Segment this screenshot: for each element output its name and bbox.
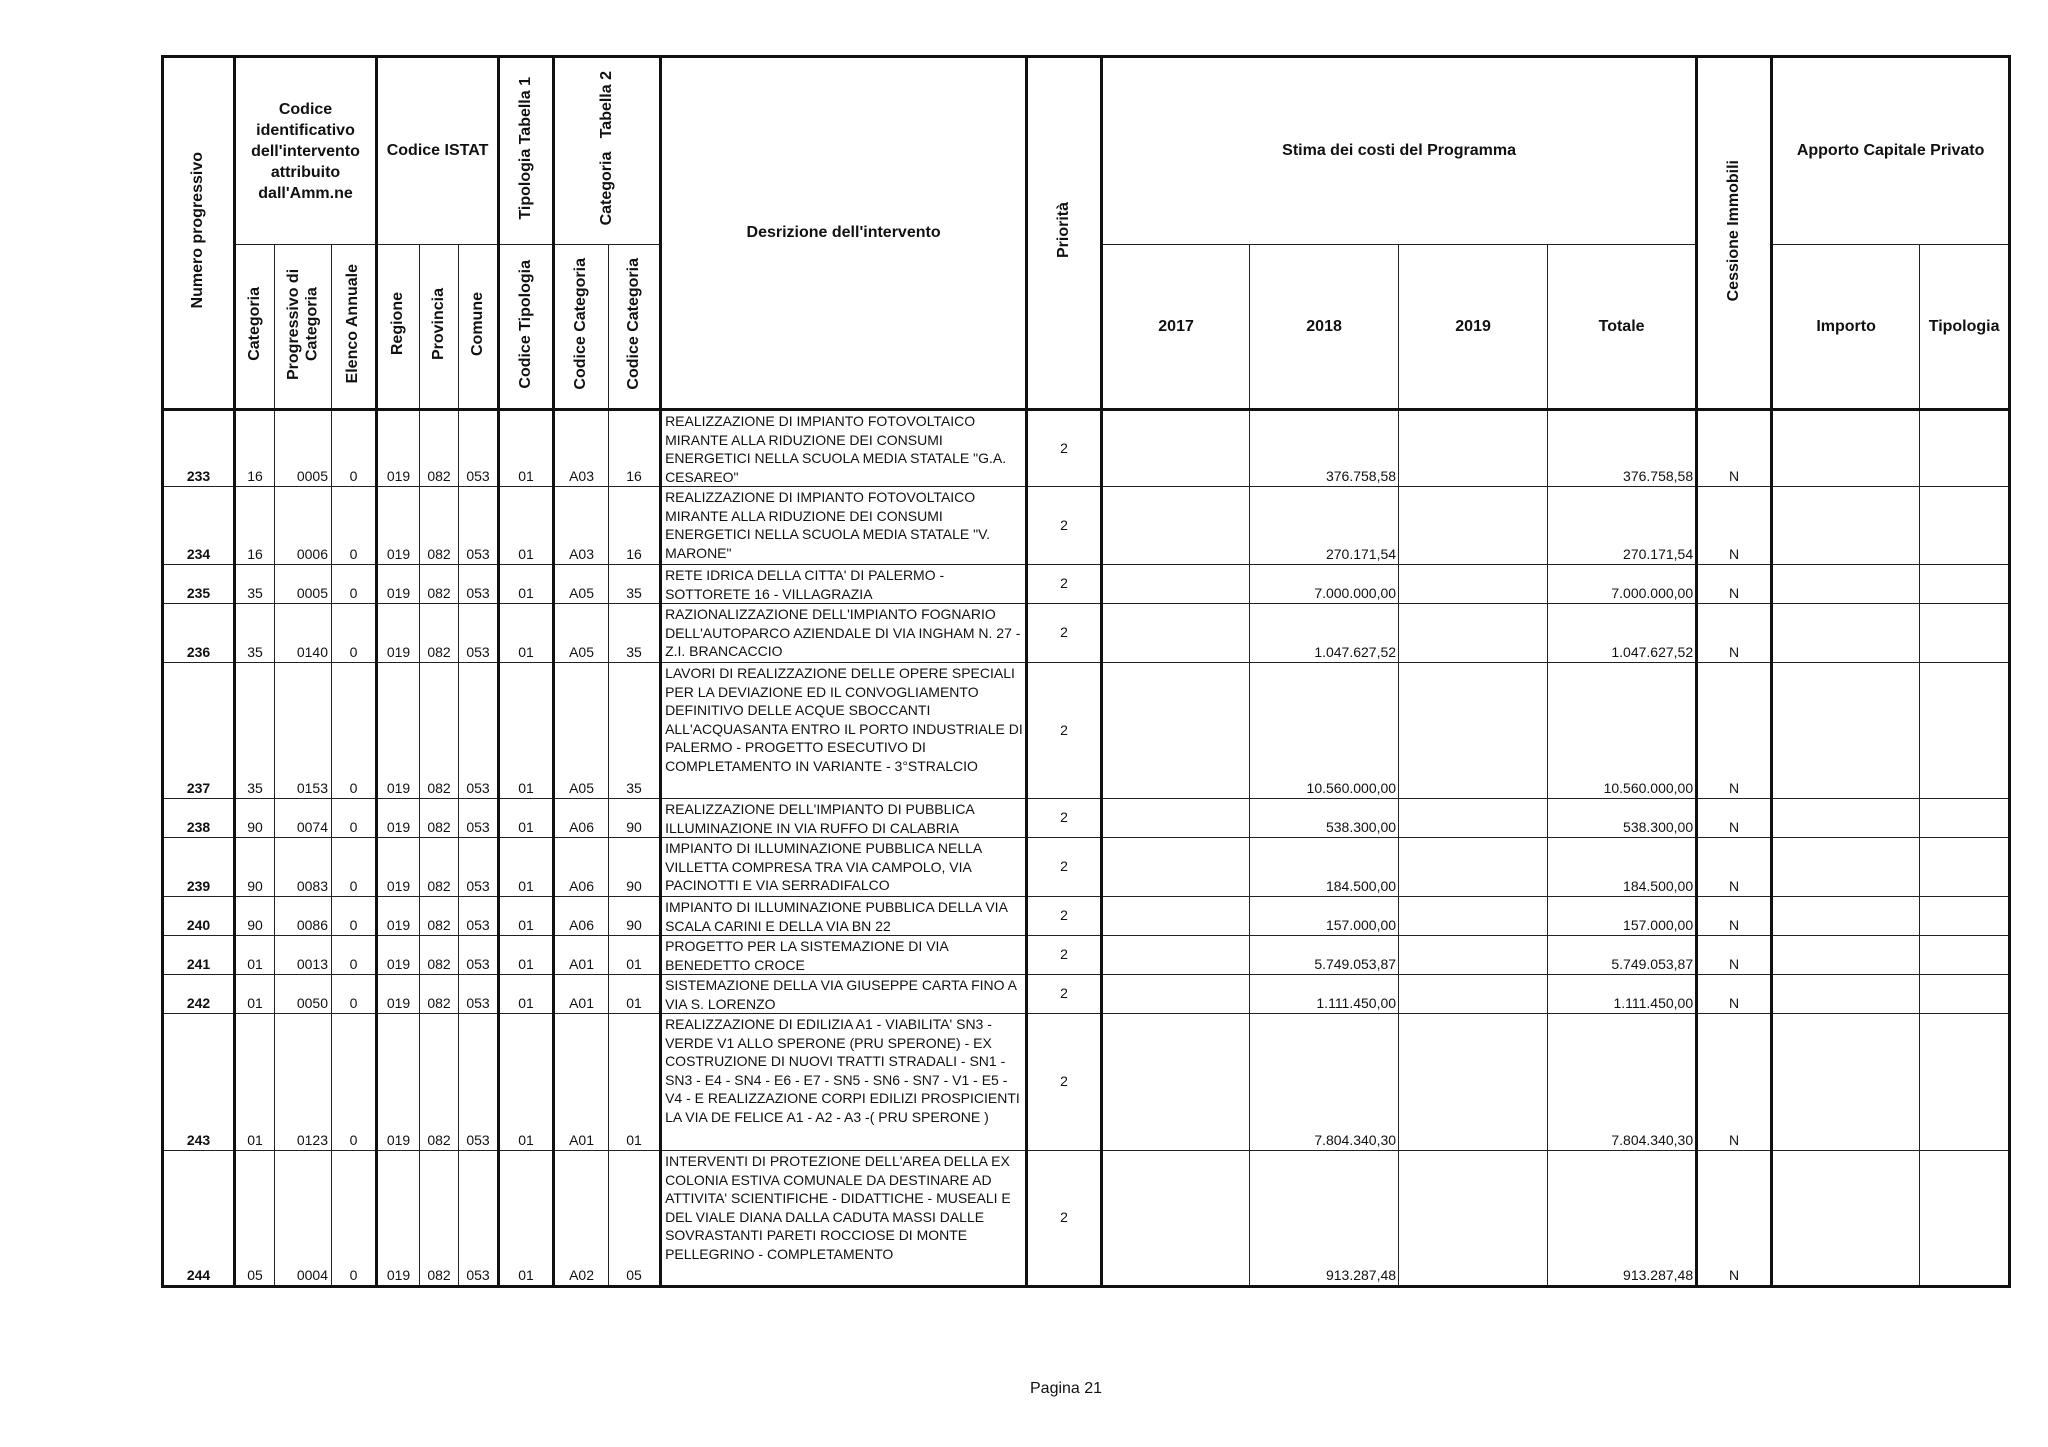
cell-numero: 236 bbox=[163, 604, 235, 663]
cell-codice-tipologia: 01 bbox=[499, 604, 554, 663]
table-row bbox=[163, 897, 2010, 936]
cell-codice-categoria-1: A03 bbox=[554, 410, 609, 487]
header-cessione-immobili-label: Cessione Immobili bbox=[1724, 159, 1742, 302]
table-row bbox=[163, 838, 2010, 897]
cell-tipologia bbox=[1920, 897, 2010, 936]
cell-progressivo: 0123 bbox=[275, 1014, 332, 1151]
cell-tipologia bbox=[1920, 565, 2010, 604]
cell-importo bbox=[1772, 799, 1920, 838]
header-cessione-immobili bbox=[1697, 57, 1772, 410]
cell-priorita: 2 bbox=[1027, 487, 1102, 565]
cell-cost-totale: 376.758,58 bbox=[1548, 410, 1697, 487]
cell-codice-categoria-2: 01 bbox=[609, 1014, 661, 1151]
cell-provincia: 082 bbox=[420, 799, 459, 838]
header-priorita bbox=[1027, 57, 1102, 410]
cell-priorita: 2 bbox=[1027, 565, 1102, 604]
cell-comune: 053 bbox=[459, 487, 499, 565]
cell-codice-categoria-2: 01 bbox=[609, 936, 661, 975]
cell-regione: 019 bbox=[377, 1151, 420, 1287]
cell-cost-2017 bbox=[1102, 565, 1250, 604]
cell-tipologia bbox=[1920, 410, 2010, 487]
cell-codice-tipologia: 01 bbox=[499, 1151, 554, 1287]
cell-codice-tipologia: 01 bbox=[499, 1014, 554, 1151]
cell-cost-2019 bbox=[1399, 975, 1548, 1014]
cell-cost-2018: 184.500,00 bbox=[1250, 838, 1399, 897]
cell-codice-tipologia: 01 bbox=[499, 799, 554, 838]
cell-elenco-annuale: 0 bbox=[332, 799, 377, 838]
cell-cost-totale: 7.804.340,30 bbox=[1548, 1014, 1697, 1151]
cell-cost-2018: 7.000.000,00 bbox=[1250, 565, 1399, 604]
cell-descrizione: IMPIANTO DI ILLUMINAZIONE PUBBLICA NELLA VILLETTA COMPRESA TRA VIA CAMPOLO, VIA PACINOTTI E VIA SERRADIFALCO bbox=[661, 838, 1027, 897]
cell-categoria: 16 bbox=[235, 487, 275, 565]
cell-categoria: 16 bbox=[235, 410, 275, 487]
cell-descrizione: RETE IDRICA DELLA CITTA' DI PALERMO - SOTTORETE 16 - VILLAGRAZIA bbox=[661, 565, 1027, 604]
cell-tipologia bbox=[1920, 1014, 2010, 1151]
cell-numero: 238 bbox=[163, 799, 235, 838]
cell-cessione-immobili: N bbox=[1697, 975, 1772, 1014]
cell-cost-2019 bbox=[1399, 936, 1548, 975]
cell-cost-2017 bbox=[1102, 487, 1250, 565]
cell-codice-categoria-2: 35 bbox=[609, 604, 661, 663]
page-number: Pagina 21 bbox=[1030, 1380, 1103, 1397]
header-comune bbox=[459, 245, 499, 410]
cell-codice-categoria-2: 90 bbox=[609, 897, 661, 936]
header-codice-istat: Codice ISTAT bbox=[377, 57, 499, 245]
cell-cost-2017 bbox=[1102, 410, 1250, 487]
cell-elenco-annuale: 0 bbox=[332, 663, 377, 799]
cell-cost-totale: 913.287,48 bbox=[1548, 1151, 1697, 1287]
header-provincia bbox=[420, 245, 459, 410]
cell-cessione-immobili: N bbox=[1697, 1014, 1772, 1151]
cell-importo bbox=[1772, 663, 1920, 799]
cell-progressivo: 0013 bbox=[275, 936, 332, 975]
header-year-2018: 2018 bbox=[1250, 245, 1399, 410]
cell-progressivo: 0005 bbox=[275, 565, 332, 604]
cell-numero: 239 bbox=[163, 838, 235, 897]
cell-cost-2018: 376.758,58 bbox=[1250, 410, 1399, 487]
cell-regione: 019 bbox=[377, 975, 420, 1014]
header-categoria-tabella2 bbox=[554, 57, 661, 245]
cell-cost-totale: 1.047.627,52 bbox=[1548, 604, 1697, 663]
header-progressivo-categoria-label: Progressivo di Categoria bbox=[284, 268, 320, 380]
cell-cessione-immobili: N bbox=[1697, 838, 1772, 897]
cell-cost-totale: 5.749.053,87 bbox=[1548, 936, 1697, 975]
cell-elenco-annuale: 0 bbox=[332, 838, 377, 897]
cell-cessione-immobili: N bbox=[1697, 799, 1772, 838]
cell-importo bbox=[1772, 1151, 1920, 1287]
cell-numero: 242 bbox=[163, 975, 235, 1014]
cell-progressivo: 0005 bbox=[275, 410, 332, 487]
cell-priorita: 2 bbox=[1027, 1151, 1102, 1287]
cell-numero: 240 bbox=[163, 897, 235, 936]
cell-cost-2019 bbox=[1399, 1151, 1548, 1287]
cell-comune: 053 bbox=[459, 565, 499, 604]
cell-tipologia bbox=[1920, 604, 2010, 663]
cell-priorita: 2 bbox=[1027, 936, 1102, 975]
cell-regione: 019 bbox=[377, 936, 420, 975]
cell-numero: 234 bbox=[163, 487, 235, 565]
cell-codice-tipologia: 01 bbox=[499, 663, 554, 799]
cell-categoria: 35 bbox=[235, 663, 275, 799]
cell-tipologia bbox=[1920, 975, 2010, 1014]
cell-cost-2019 bbox=[1399, 410, 1548, 487]
cell-tipologia bbox=[1920, 487, 2010, 565]
cell-codice-tipologia: 01 bbox=[499, 487, 554, 565]
cell-priorita: 2 bbox=[1027, 838, 1102, 897]
cell-elenco-annuale: 0 bbox=[332, 897, 377, 936]
header-stima-costi: Stima dei costi del Programma bbox=[1102, 57, 1697, 245]
cell-numero: 233 bbox=[163, 410, 235, 487]
cell-codice-categoria-1: A06 bbox=[554, 897, 609, 936]
cell-priorita: 2 bbox=[1027, 975, 1102, 1014]
cell-cost-2018: 270.171,54 bbox=[1250, 487, 1399, 565]
cell-codice-tipologia: 01 bbox=[499, 975, 554, 1014]
cell-cost-totale: 157.000,00 bbox=[1548, 897, 1697, 936]
table-row bbox=[163, 1151, 2010, 1287]
cell-provincia: 082 bbox=[420, 936, 459, 975]
header-codice-categoria-2-label: Codice Categoria bbox=[624, 258, 642, 390]
header-numero-progressivo bbox=[163, 57, 235, 410]
cell-codice-tipologia: 01 bbox=[499, 897, 554, 936]
cell-cost-totale: 270.171,54 bbox=[1548, 487, 1697, 565]
cell-importo bbox=[1772, 936, 1920, 975]
cell-importo bbox=[1772, 838, 1920, 897]
cell-descrizione: INTERVENTI DI PROTEZIONE DELL'AREA DELLA EX COLONIA ESTIVA COMUNALE DA DESTINARE AD ATTIVITA' SCIENTIFICHE - DIDATTICHE - MUSEALI E DEL VIALE DIANA DALLA CADUTA MASSI DALLE SOVRASTANTI PARETI ROCCIOSE DI MONTE PELLEGRINO - COMPLETAMENTO bbox=[661, 1151, 1027, 1287]
cell-cost-totale: 1.111.450,00 bbox=[1548, 975, 1697, 1014]
cell-importo bbox=[1772, 604, 1920, 663]
cell-regione: 019 bbox=[377, 1014, 420, 1151]
table-row bbox=[163, 1014, 2010, 1151]
header-elenco-annuale bbox=[332, 245, 377, 410]
cell-categoria: 01 bbox=[235, 936, 275, 975]
header-comune-label: Comune bbox=[468, 292, 486, 356]
cell-codice-categoria-2: 01 bbox=[609, 975, 661, 1014]
cell-regione: 019 bbox=[377, 565, 420, 604]
cell-elenco-annuale: 0 bbox=[332, 604, 377, 663]
cell-cost-2017 bbox=[1102, 663, 1250, 799]
cell-provincia: 082 bbox=[420, 487, 459, 565]
cell-importo bbox=[1772, 897, 1920, 936]
cell-provincia: 082 bbox=[420, 410, 459, 487]
cell-regione: 019 bbox=[377, 663, 420, 799]
cell-codice-categoria-1: A05 bbox=[554, 604, 609, 663]
header-numero-progressivo-label: Numero progressivo bbox=[189, 152, 207, 309]
cell-cost-2017 bbox=[1102, 936, 1250, 975]
header-categoria-tabella2-label: Categoria Tabella 2 bbox=[597, 71, 615, 226]
cell-codice-categoria-1: A03 bbox=[554, 487, 609, 565]
cell-codice-categoria-1: A06 bbox=[554, 799, 609, 838]
cell-cost-2017 bbox=[1102, 975, 1250, 1014]
cell-descrizione: RAZIONALIZZAZIONE DELL'IMPIANTO FOGNARIO DELL'AUTOPARCO AZIENDALE DI VIA INGHAM N. 27 - Z.I. BRANCACCIO bbox=[661, 604, 1027, 663]
cell-cost-2018: 1.047.627,52 bbox=[1250, 604, 1399, 663]
header-apporto-capitale: Apporto Capitale Privato bbox=[1772, 57, 2010, 245]
cell-elenco-annuale: 0 bbox=[332, 487, 377, 565]
header-year-2017: 2017 bbox=[1102, 245, 1250, 410]
cell-importo bbox=[1772, 1014, 1920, 1151]
cell-regione: 019 bbox=[377, 487, 420, 565]
cell-priorita: 2 bbox=[1027, 897, 1102, 936]
cell-regione: 019 bbox=[377, 897, 420, 936]
cell-categoria: 35 bbox=[235, 604, 275, 663]
cell-progressivo: 0050 bbox=[275, 975, 332, 1014]
cell-comune: 053 bbox=[459, 1014, 499, 1151]
cell-provincia: 082 bbox=[420, 975, 459, 1014]
table-row bbox=[163, 410, 2010, 487]
cell-elenco-annuale: 0 bbox=[332, 936, 377, 975]
cell-cost-2018: 157.000,00 bbox=[1250, 897, 1399, 936]
cell-importo bbox=[1772, 487, 1920, 565]
cell-provincia: 082 bbox=[420, 1151, 459, 1287]
cell-provincia: 082 bbox=[420, 604, 459, 663]
cell-categoria: 90 bbox=[235, 838, 275, 897]
cell-cessione-immobili: N bbox=[1697, 897, 1772, 936]
cell-cessione-immobili: N bbox=[1697, 565, 1772, 604]
cell-codice-categoria-2: 05 bbox=[609, 1151, 661, 1287]
cell-numero: 243 bbox=[163, 1014, 235, 1151]
cell-codice-categoria-1: A01 bbox=[554, 975, 609, 1014]
header-regione-label: Regione bbox=[389, 292, 407, 356]
cell-cessione-immobili: N bbox=[1697, 604, 1772, 663]
header-codice-tipologia bbox=[499, 245, 554, 410]
cell-cessione-immobili: N bbox=[1697, 936, 1772, 975]
cell-cost-2017 bbox=[1102, 1151, 1250, 1287]
cell-cost-2018: 913.287,48 bbox=[1250, 1151, 1399, 1287]
cell-regione: 019 bbox=[377, 604, 420, 663]
cell-cost-2017 bbox=[1102, 1014, 1250, 1151]
table-row bbox=[163, 799, 2010, 838]
header-codice-categoria-2 bbox=[609, 245, 661, 410]
cell-cessione-immobili: N bbox=[1697, 1151, 1772, 1287]
cell-progressivo: 0004 bbox=[275, 1151, 332, 1287]
cell-provincia: 082 bbox=[420, 663, 459, 799]
header-codice-identificativo bbox=[235, 57, 377, 245]
header-regione bbox=[377, 245, 420, 410]
cell-progressivo: 0006 bbox=[275, 487, 332, 565]
cell-codice-categoria-2: 35 bbox=[609, 565, 661, 604]
table-row bbox=[163, 936, 2010, 975]
cell-descrizione: REALIZZAZIONE DI IMPIANTO FOTOVOLTAICO MIRANTE ALLA RIDUZIONE DEI CONSUMI ENERGETICI NELLA SCUOLA MEDIA STATALE "V. MARONE" bbox=[661, 487, 1027, 565]
cell-comune: 053 bbox=[459, 1151, 499, 1287]
cell-numero: 241 bbox=[163, 936, 235, 975]
header-importo: Importo bbox=[1772, 245, 1920, 410]
header-tipologia: Tipologia bbox=[1920, 245, 2010, 410]
cell-tipologia bbox=[1920, 838, 2010, 897]
cell-codice-tipologia: 01 bbox=[499, 936, 554, 975]
cell-categoria: 90 bbox=[235, 799, 275, 838]
header-categoria-label: Categoria bbox=[245, 287, 263, 361]
cell-descrizione: SISTEMAZIONE DELLA VIA GIUSEPPE CARTA FINO A VIA S. LORENZO bbox=[661, 975, 1027, 1014]
cell-cost-2018: 5.749.053,87 bbox=[1250, 936, 1399, 975]
cell-importo bbox=[1772, 410, 1920, 487]
cell-codice-categoria-2: 16 bbox=[609, 410, 661, 487]
cell-cost-2019 bbox=[1399, 604, 1548, 663]
cell-comune: 053 bbox=[459, 410, 499, 487]
programme-table bbox=[161, 55, 2011, 1288]
cell-cost-2018: 538.300,00 bbox=[1250, 799, 1399, 838]
cell-cost-2019 bbox=[1399, 663, 1548, 799]
cell-cost-totale: 7.000.000,00 bbox=[1548, 565, 1697, 604]
cell-progressivo: 0140 bbox=[275, 604, 332, 663]
header-year-2019: 2019 bbox=[1399, 245, 1548, 410]
cell-tipologia bbox=[1920, 799, 2010, 838]
cell-tipologia bbox=[1920, 663, 2010, 799]
table-body bbox=[163, 410, 2010, 1287]
cell-provincia: 082 bbox=[420, 838, 459, 897]
cell-cost-2019 bbox=[1399, 565, 1548, 604]
cell-categoria: 01 bbox=[235, 975, 275, 1014]
cell-categoria: 01 bbox=[235, 1014, 275, 1151]
header-priorita-label: Priorità bbox=[1054, 202, 1072, 259]
cell-cost-2019 bbox=[1399, 799, 1548, 838]
cell-provincia: 082 bbox=[420, 897, 459, 936]
cell-descrizione: REALIZZAZIONE DI IMPIANTO FOTOVOLTAICO MIRANTE ALLA RIDUZIONE DEI CONSUMI ENERGETICI NELLA SCUOLA MEDIA STATALE "G.A. CESAREO" bbox=[661, 410, 1027, 487]
cell-numero: 237 bbox=[163, 663, 235, 799]
programme-table-sheet bbox=[161, 55, 2008, 1286]
cell-codice-tipologia: 01 bbox=[499, 838, 554, 897]
cell-codice-categoria-1: A05 bbox=[554, 565, 609, 604]
cell-descrizione: REALIZZAZIONE DELL'IMPIANTO DI PUBBLICA ILLUMINAZIONE IN VIA RUFFO DI CALABRIA bbox=[661, 799, 1027, 838]
cell-cost-2019 bbox=[1399, 487, 1548, 565]
cell-elenco-annuale: 0 bbox=[332, 410, 377, 487]
cell-provincia: 082 bbox=[420, 1014, 459, 1151]
header-codice-categoria-1-label: Codice Categoria bbox=[572, 258, 590, 390]
cell-regione: 019 bbox=[377, 838, 420, 897]
cell-cost-2018: 1.111.450,00 bbox=[1250, 975, 1399, 1014]
cell-cost-2018: 7.804.340,30 bbox=[1250, 1014, 1399, 1151]
cell-codice-categoria-2: 90 bbox=[609, 838, 661, 897]
header-descrizione: Desrizione dell'intervento bbox=[661, 57, 1027, 410]
cell-elenco-annuale: 0 bbox=[332, 975, 377, 1014]
cell-comune: 053 bbox=[459, 663, 499, 799]
header-codice-identificativo-label: Codice identificativo dell'intervento attribuito dall'Amm.ne bbox=[251, 100, 360, 202]
cell-provincia: 082 bbox=[420, 565, 459, 604]
cell-progressivo: 0083 bbox=[275, 838, 332, 897]
table-row bbox=[163, 487, 2010, 565]
cell-cost-totale: 10.560.000,00 bbox=[1548, 663, 1697, 799]
cell-comune: 053 bbox=[459, 838, 499, 897]
header-progressivo-categoria bbox=[275, 245, 332, 410]
header-provincia-label: Provincia bbox=[429, 287, 447, 361]
header-totale: Totale bbox=[1548, 245, 1697, 410]
cell-elenco-annuale: 0 bbox=[332, 1014, 377, 1151]
cell-regione: 019 bbox=[377, 799, 420, 838]
cell-cessione-immobili: N bbox=[1697, 487, 1772, 565]
cell-comune: 053 bbox=[459, 604, 499, 663]
cell-cost-2019 bbox=[1399, 1014, 1548, 1151]
cell-comune: 053 bbox=[459, 975, 499, 1014]
cell-progressivo: 0153 bbox=[275, 663, 332, 799]
cell-codice-categoria-1: A01 bbox=[554, 1014, 609, 1151]
header-tipologia-tabella1-label: Tipologia Tabella 1 bbox=[516, 77, 534, 220]
cell-progressivo: 0074 bbox=[275, 799, 332, 838]
table-row bbox=[163, 565, 2010, 604]
cell-cessione-immobili: N bbox=[1697, 410, 1772, 487]
cell-numero: 244 bbox=[163, 1151, 235, 1287]
cell-codice-categoria-2: 35 bbox=[609, 663, 661, 799]
cell-importo bbox=[1772, 565, 1920, 604]
cell-priorita: 2 bbox=[1027, 410, 1102, 487]
cell-cost-2017 bbox=[1102, 838, 1250, 897]
cell-priorita: 2 bbox=[1027, 604, 1102, 663]
cell-cost-totale: 538.300,00 bbox=[1548, 799, 1697, 838]
cell-codice-tipologia: 01 bbox=[499, 565, 554, 604]
cell-cost-2017 bbox=[1102, 897, 1250, 936]
cell-codice-categoria-2: 16 bbox=[609, 487, 661, 565]
table-row bbox=[163, 975, 2010, 1014]
cell-regione: 019 bbox=[377, 410, 420, 487]
cell-numero: 235 bbox=[163, 565, 235, 604]
cell-cost-2017 bbox=[1102, 604, 1250, 663]
cell-codice-tipologia: 01 bbox=[499, 410, 554, 487]
cell-cessione-immobili: N bbox=[1697, 663, 1772, 799]
cell-comune: 053 bbox=[459, 799, 499, 838]
cell-codice-categoria-2: 90 bbox=[609, 799, 661, 838]
cell-categoria: 05 bbox=[235, 1151, 275, 1287]
cell-codice-categoria-1: A02 bbox=[554, 1151, 609, 1287]
cell-tipologia bbox=[1920, 936, 2010, 975]
cell-categoria: 35 bbox=[235, 565, 275, 604]
cell-descrizione: PROGETTO PER LA SISTEMAZIONE DI VIA BENEDETTO CROCE bbox=[661, 936, 1027, 975]
cell-comune: 053 bbox=[459, 936, 499, 975]
header-elenco-annuale-label: Elenco Annuale bbox=[344, 264, 362, 384]
cell-cost-2019 bbox=[1399, 897, 1548, 936]
table-row bbox=[163, 604, 2010, 663]
cell-codice-categoria-1: A06 bbox=[554, 838, 609, 897]
cell-codice-categoria-1: A01 bbox=[554, 936, 609, 975]
cell-elenco-annuale: 0 bbox=[332, 565, 377, 604]
cell-cost-2017 bbox=[1102, 799, 1250, 838]
cell-descrizione: IMPIANTO DI ILLUMINAZIONE PUBBLICA DELLA VIA SCALA CARINI E DELLA VIA BN 22 bbox=[661, 897, 1027, 936]
cell-importo bbox=[1772, 975, 1920, 1014]
cell-categoria: 90 bbox=[235, 897, 275, 936]
cell-priorita: 2 bbox=[1027, 799, 1102, 838]
header-categoria bbox=[235, 245, 275, 410]
cell-codice-categoria-1: A05 bbox=[554, 663, 609, 799]
cell-cost-totale: 184.500,00 bbox=[1548, 838, 1697, 897]
cell-priorita: 2 bbox=[1027, 1014, 1102, 1151]
header-tipologia-tabella1 bbox=[499, 57, 554, 245]
cell-elenco-annuale: 0 bbox=[332, 1151, 377, 1287]
cell-cost-2019 bbox=[1399, 838, 1548, 897]
cell-descrizione: REALIZZAZIONE DI EDILIZIA A1 - VIABILITA' SN3 - VERDE V1 ALLO SPERONE (PRU SPERONE) - EX COSTRUZIONE DI NUOVI TRATTI STRADALI - SN1 - SN3 - E4 - SN4 - E6 - E7 - SN5 - SN6 - SN7 - V1 - E5 - V4 - E REALIZZAZIONE CORPI EDILIZI PROSPICIENTI LA VIA DE FELICE A1 - A2 - A3 -( PRU SPERONE ) bbox=[661, 1014, 1027, 1151]
cell-cost-2018: 10.560.000,00 bbox=[1250, 663, 1399, 799]
cell-comune: 053 bbox=[459, 897, 499, 936]
header-codice-categoria-1 bbox=[554, 245, 609, 410]
cell-tipologia bbox=[1920, 1151, 2010, 1287]
header-codice-tipologia-label: Codice Tipologia bbox=[516, 259, 534, 389]
cell-progressivo: 0086 bbox=[275, 897, 332, 936]
cell-descrizione: LAVORI DI REALIZZAZIONE DELLE OPERE SPECIALI PER LA DEVIAZIONE ED IL CONVOGLIAMENTO DEFINITIVO DELLE ACQUE SBOCCANTI ALL'ACQUASANTA ENTRO IL PORTO INDUSTRIALE DI PALERMO - PROGETTO ESECUTIVO DI COMPLETAMENTO IN VARIANTE - 3°STRALCIO bbox=[661, 663, 1027, 799]
cell-priorita: 2 bbox=[1027, 663, 1102, 799]
table-row bbox=[163, 663, 2010, 799]
